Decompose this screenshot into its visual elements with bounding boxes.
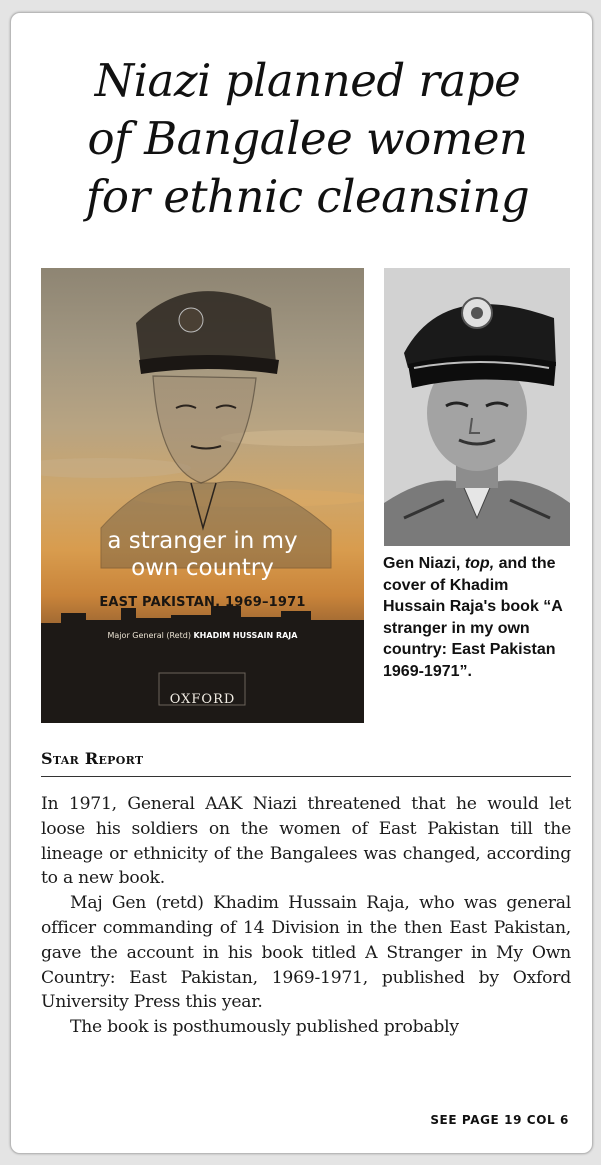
byline-rule [41, 776, 571, 777]
portrait-photo [384, 268, 570, 546]
cover-title-line-1: a stranger in my [107, 528, 298, 554]
byline: Star Report [41, 749, 144, 768]
cover-author-prefix: Major General (Retd) [107, 631, 191, 640]
body-paragraph-1: In 1971, General AAK Niazi threatened that he would let loose his soldiers on the women of East Pakistan till the lineage or ethnicity of the Bangalees was changed, according to a new book. [41, 794, 571, 889]
article-body [41, 792, 571, 1040]
cover-author [41, 631, 364, 640]
cover-title-line-2: own country [131, 555, 274, 581]
caption-part-3: and the cover of Khadim Hussain Raja's book “A stranger in my own country: East Pakistan 1969-1971”. [383, 555, 563, 680]
cover-publisher-logo: OXFORD [169, 692, 236, 707]
cover-author-name: KHADIM HUSSAIN RAJA [193, 631, 298, 640]
book-cover-image [41, 268, 364, 723]
continued-jump-line: SEE PAGE 19 COL 6 [430, 1113, 569, 1127]
body-paragraph-2: Maj Gen (retd) Khadim Hussain Raja, who was general officer commanding of 14 Division in the then East Pakistan, gave the account in his book titled A Stranger in My Own Country: East Pakistan, 1969-1971, published by Oxford University Press this year. [41, 893, 571, 1013]
photo-caption [383, 553, 573, 682]
book-cover-sketch [41, 268, 364, 723]
body-paragraph-3: The book is posthumously published probably [70, 1017, 459, 1038]
cover-subtitle: EAST PAKISTAN, 1969–1971 [99, 595, 306, 610]
headline-line-3: for ethnic cleansing [85, 170, 530, 223]
headline [30, 52, 585, 226]
headline-line-2: of Bangalee women [87, 112, 528, 165]
portrait-sketch [384, 268, 570, 546]
caption-part-1: Gen Niazi, [383, 555, 461, 572]
caption-part-2: top, [464, 555, 495, 572]
headline-line-1: Niazi planned rape [94, 54, 521, 107]
